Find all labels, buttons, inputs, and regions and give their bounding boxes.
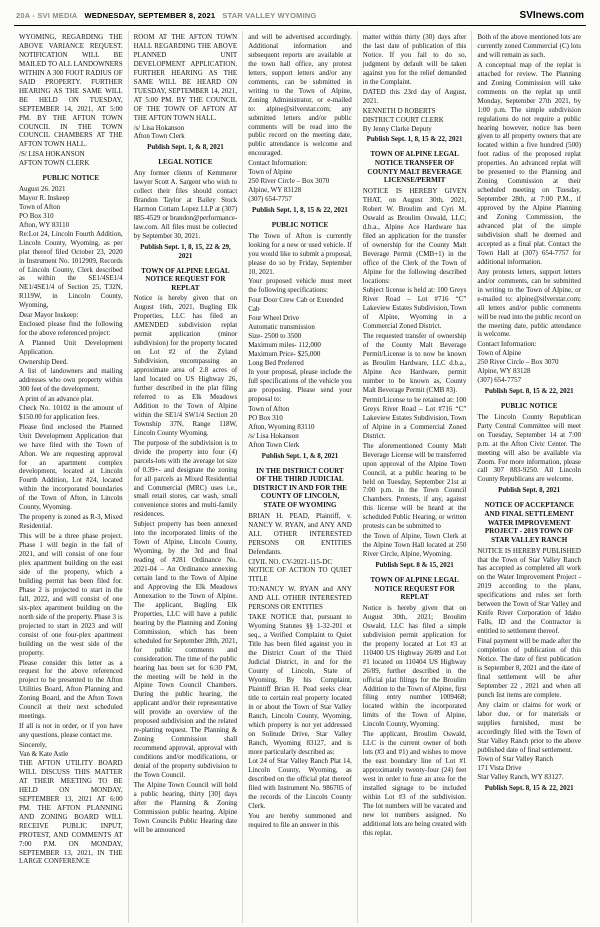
notice-line: DISTRICT COURT CLERK [362, 115, 444, 124]
publish-line: Publish Sept. 8 & 15, 2021 [375, 561, 454, 570]
notice-line: August 26. 2021 [19, 184, 66, 193]
notice-paragraph: Subject license is held at: 100 Greys River Road – Lot #716 “C” Lakeview Estates Subdivision, Town of Alpine, Wyoming in a Commercial Zoned District. [362, 286, 467, 331]
notice-paragraph: BRIAN H. PEAD, Plaintiff, v. NANCY W. RYAN, and ANY AND ALL OTHER INTERESTED PERSONS OR ENTITIES Defendants. [248, 511, 352, 556]
notice-line: PO Box 310 [19, 211, 54, 220]
notice-heading: PUBLIC NOTICE [271, 221, 329, 230]
notice-heading: PUBLIC NOTICE [42, 174, 100, 183]
notice-line: KENNETH D ROBERTS [362, 106, 436, 115]
notice-column-4 [357, 31, 472, 923]
issue-date: WEDNESDAY, SEPTEMBER 8, 2021 [84, 11, 216, 20]
notice-line: Size- 2500 to 3500 [248, 332, 302, 341]
notice-line: (307) 654-7757 [248, 195, 292, 204]
notice-line: AFTON TOWN CLERK [19, 159, 90, 168]
notice-line: Town of Star Valley Ranch [477, 755, 553, 764]
notice-paragraph: Any claim or claims for work or labor due, or for materials or supplies furnished, must be accordingly filed with the Town of Star Valley Ranch prior to the above published date of final settlement. [477, 700, 581, 754]
notice-line: 250 River Circle – Box 3070 [248, 177, 330, 186]
notice-paragraph: Final payment will be made after the completion of publication of this Notice. The date of first publication is September 8, 2021 and the date of final settlement will be after September 22 , 2021 and when all punch list items are complete. [477, 637, 581, 699]
notice-paragraph: The requested transfer of ownership of the County Malt Beverage Permit/License is to now be known as Broulim Hardware, LLC d.b.a., Alpine Ace Hardware, permit number to be known as, County Malt Beverage Permit (CMB #3). [362, 332, 467, 394]
notice-line: Star Valley Ranch, WY 83127. [477, 773, 564, 782]
notice-paragraph: If all is not in order, or if you have any questions, please contact me. [19, 722, 123, 740]
masthead-left [16, 11, 317, 20]
notice-line: Maximum Price- $25,000 [248, 350, 321, 359]
notice-line: Mayor R. Inskeep [19, 193, 70, 202]
publish-line: Publish Sept. 1, & 8, 2021 [261, 451, 339, 460]
notice-line: (307) 654-7757 [477, 376, 522, 385]
notice-paragraph: Any former clients of Kemmerer lawyer Scott A. Sargent who wish to collect their files should contact Brandon Taylor at Bailey Stock Harmon Cottam Lopez LLP at (307) 885-4529 or brandon@performance-law.com. All files must be collected by September 30, 2021. [133, 169, 238, 240]
notice-paragraph: Please consider this letter as a request for the above referenced project to be presented to the Afton Utilities Board, Afton Planning and Zoning Board, and the Afton Town Council at their next scheduled meetings. [19, 658, 123, 721]
notice-paragraph: You are hereby summoned and required to file an answer in this [248, 812, 352, 830]
notice-line: /s/ Lisa Hokanson [133, 123, 185, 132]
notice-line: /S/ LISA HOKANSON [19, 150, 85, 159]
notice-heading: NOTICE OF ACCEPTANCE AND FINAL SETTLEMENT WATER IMPROVEMENT PROJECT - 2019 TOWN OF STAR VALLEY RANCH [484, 501, 574, 544]
notice-line: /s/ Lisa Hokanson [248, 431, 299, 440]
notice-paragraph: TAKE NOTICE that, pursuant to Wyoming Statutes §§ 1-32-201 et seq., a Verified Complaint to Quiet Title has been filed against you in the District Court of the Third Judicial District, in and for the County of Lincoln, State of Wyoming. By his Complaint, Plaintiff Brian H. Pead seeks clear title to certain real property located in or about the Town of Star Valley Ranch, Lincoln County, Wyoming, which property is not yet addressed on Solitude Drive, Star Valley Ranch, Wyoming 83127, and is more particularly described as: [248, 613, 352, 756]
notice-paragraph: WYOMING, REGARDING THE ABOVE VARIANCE REQUEST. NOTIFICATION WILL BE MAILED TO ALL LANDOWNERS WITHIN A 300 FOOT RADIUS OF SAID PROPERTY. FURTHER HEARING AS THE SAME WILL BE HELD ON TUESDAY, SEPTEMBER 14, 2021, AT 5:00 PM. BY THE AFTON TOWN COUNCIL IN THE TOWN COUNCIL CHAMBERS AT THE AFTON TOWN HALL. [19, 33, 123, 149]
website-label: SVInews.com [519, 10, 584, 21]
publish-line: Publish Sept. 8, 15 & 22, 2021 [484, 784, 574, 793]
notice-line: Dear Mayor Inskeep: [19, 311, 79, 320]
notice-paragraph: A Planned Unit Development Application. [19, 339, 123, 357]
notice-paragraph: TO:NANCY W. RYAN and ANY AND ALL OTHER INTERESTED PERSONS OR ENTITIES [248, 585, 352, 612]
notice-heading: PUBLIC NOTICE [500, 402, 558, 411]
notice-column-2 [128, 31, 243, 923]
notice-paragraph: The Town of Afton is currently looking for a new or used vehicle. If you would like to submit a proposal, please do so by Friday, September 10, 2021. [248, 231, 352, 276]
notice-paragraph: The Alpine Town Council will hold a public hearing, thirty [30] days after the Planning & Zoning Commission public hearing. Alpine Town Councils Public Hearing date will be announced [133, 780, 238, 834]
notice-paragraph: DATED this 23rd day of August, 2021. [362, 87, 467, 105]
notice-line: Ownership Deed. [19, 358, 68, 367]
notice-paragraph: Notice is hereby given that on August 16th, 2021, Bugling Elk Properties, LLC has filed an AMENDED subdivision replat permit application (minor subdivision) for the property located on Lot #2 of the Zyland Subdivision, encompassing an approximate area of 2.8 acres of land located on US Highway 26, further described in the plat filing referred to as Elk Meadows Addition to the Town of Alpine within the SE1/4 SW1/4 Section 20 Township 37N, Range 118W, Lincoln County Wyoming. [133, 294, 238, 437]
notice-paragraph: Any protests letters, support letters and/or comments, can be submitted in writing to the Town of Alpine, or e-mailed to: alpine@silverstar.com; all letters and/or public comments will be read into the public record on the meeting date, public attendance is welcome. [477, 267, 581, 339]
notice-column-1 [14, 31, 128, 923]
notice-column-5 [471, 31, 586, 923]
notice-line: Long Bed Preferred [248, 359, 304, 368]
page-number-label: 20A - SVI MEDIA [16, 11, 78, 20]
notice-paragraph: Re:Lot 24, Lincoln Fourth Addition, Lincoln County, Wyoming, as per plat thereof filed October 23, 2020 in Instrument No. 1012909, Records of Lincoln County, Clerk described as within the SE1/4SE1/4 NE1/4SE1/4 of Section 25, T32N, R119W, in Lincoln County, Wyoming, [19, 229, 123, 310]
publish-line: Publish Sept. 1, 8, 15 & 22, 2021 [252, 206, 348, 215]
masthead-divider [14, 25, 586, 26]
notice-paragraph: The applicant, Broulim Oswald, LLC is the current owner of both lots (#3 and #1) and wishes to move the east boundary line of Lot #1 approximately twenty-four (24) feet west in order to fuse an area for the installed signage to be included within Lot #3 of the subdivision. The lot numbers will be vacated and new lot numbers assigned. No additional lots are being created with this replat. [362, 730, 467, 837]
notice-heading: TOWN OF ALPINE LEGAL NOTICE REQUEST FOR REPLAT [370, 576, 459, 602]
notice-paragraph: NOTICE IS HEREBY GIVEN THAT, on August 30th, 2021, Robert W. Broulim and Cyri M. Oswald as Broulim Oswald, LLC; d.b.a., Alpine Ace Hardware has filed an application for the transfer of ownership for the County Malt Beverage Permit (CMB+1) in the office of the Clerk of the Town of Alpine for the following described locations: [362, 187, 467, 285]
notice-paragraph: THE AFTON UTILITY BOARD WILL DISCUSS THIS MATTER AT THEIR MEETING TO BE HELD ON MONDAY, SEPTEMBER 13, 2021 AT 6:00 PM. THE AFTON PLANNING AND ZONING BOARD WILL RECEIVE PUBLIC INPUT, PROTEST, AND COMMENTS AT 7:00 P.M. ON MONDAY, SEPTEMBER 13, 2021, IN THE LARGE CONFERENCE [19, 758, 123, 866]
notice-line: Contact Information: [477, 340, 537, 349]
notice-line: Automatic transmission [248, 323, 315, 332]
notice-paragraph: A conceptual map of the replat is attached for review. The Planning and Zoning Commission will take comments on the replat up until Monday, September 27th 2021, by 1:00 p.m. The simple subdivision regulations do not require a public hearing however, notice has been given to all property owners that are located within a five hundred (500) foot radius of the proposed replat properties. An advanced replat will be presented to the Planning and Zoning Commission at their scheduled meeting on Tuesday, September 28th, at 7:00 P.M., if approved by the Alpine Planning and Zoning Commission, the advanced plat of the simple subdivision shall be deemed and accepted as a final plat. Contact the Town Hall at (307) 654-7757 for additional information. [477, 60, 581, 266]
publish-line: Publish Sept. 1, 8, 15, 22 & 29, 2021 [140, 242, 231, 260]
notice-line: Town of Alpine [248, 168, 293, 177]
notice-paragraph: Check No. 10102 in the amount of $150.00 for application fees. [19, 403, 123, 421]
notice-paragraph: and will be advertised accordingly. Additional information and subsequent reports are available at the town hall office, any protest letters, support letters and/or any comments, can be submitted in writing to the Town of Alpine, Zoning Administrator, or e-mailed to: alpine@silverstar.com; any submitted letters and/or public comments will be read into the public record on the meeting date, public attendance is welcome and encouraged. [248, 33, 352, 158]
notice-paragraph: the Town of Alpine, Town Clerk at the Alpine Town Hall located at 250 River Circle, Alpine, Wyoming. [362, 532, 467, 559]
notice-line: CIVIL NO. CV-2021-115-DC [248, 557, 332, 566]
notice-paragraph: This will be a three phase project. Phase 1 will begin in the fall of 2021, and will consist of one four plex apartment building on the east side of the property, which a building permit has been filed for. Phase 2 is projected to start in the fall, 2022, and will consist of one six-plex apartment building on the north side of the property. Phase 3 is projected to start in 2023 and will consist of one four-plex apartment building on the west side of the property. [19, 532, 123, 657]
region-label: STAR VALLEY WYOMING [222, 11, 317, 20]
publish-line: Publish Sept. 1, & 8, 2021 [147, 143, 224, 152]
notice-line: Town of Afton [248, 404, 290, 413]
notice-line: Afton Town Clerk [133, 132, 185, 141]
notice-line: Alpine, WY 83128 [477, 367, 531, 376]
notice-line: Afton Town Clerk [248, 440, 300, 449]
notice-heading: IN THE DISTRICT COURT OF THE THIRD JUDICIAL DISTRICT IN AND FOR THE COUNTY OF LINCOLN, STATE OF WYOMING [253, 466, 347, 510]
notice-paragraph: The purpose of the subdivision is to divide the property into four (4) parcels-lots with the average lot size of 0.39+- and designate the zoning for all parcels as Mixed Residential and Commercial (MRC) uses i.e., small retail stores, car wash, small convenience stores and multi-family residences. [133, 438, 238, 519]
notice-line: Town of Alpine [477, 349, 522, 358]
notice-paragraph: Notice is hereby given that on August 30th, 2021; Broulim Oswald, LLC has filed a simple subdivision permit application for the property located at Lot #3 at 110400 US Highway 26/89 and Lot #1 located on 110404 US Highway 26/89, further described in the official plat filings for the Broulim Addition to the Town of Alpine, first filing entry number 1009468; located within the incorporated limits of the Town of Alpine, Lincoln County, Wyoming. [362, 603, 467, 729]
notice-columns [14, 31, 586, 923]
notice-paragraph: NOTICE OF ACTION TO QUIET TITLE [248, 566, 352, 584]
notice-heading: TOWN OF ALPINE LEGAL NOTICE TRANSFER OF COUNTY MALT BEVERAGE LICENSE/PERMIT [367, 150, 462, 185]
publish-line: Publish Sept. 8, 2021 [498, 486, 561, 495]
notice-line: A print of an advance plat. [19, 394, 94, 403]
notice-column-3 [242, 31, 357, 923]
notice-paragraph: ROOM AT THE AFTON TOWN HALL REGARDING THE ABOVE PLANNED UNIT DEVELOPMENT APPLICATION. FURTHER HEARING AS THE SAME WILL BE HEARD ON TUESDAY, SEPTEMBER 14, 2021, AT 5:00 PM. BY THE COUNCIL OF THE TOWN OF AFTON AT THE AFTON TOWN HALL. [133, 33, 238, 122]
notice-paragraph: NOTICE IS HEREBY PUBLISHED that the Town of Star Valley Ranch has accepted as completed all work on the Water Improvement Project - 2019 according to the plans, specifications and rules set forth between the Town of Star Valley and Knife River Corporation of Idaho Falls, ID and the Contractor is entitled to settlement thereof. [477, 546, 581, 636]
notice-line: Sincerely, [19, 741, 47, 750]
notice-line: 171 Vista Drive [477, 764, 522, 773]
notice-paragraph: The aforementioned County Malt Beverage License will be transferred upon approval of the Alpine Town Council, at a public hearing to be held on Tuesday, September 21st at 7:00 p.m. in the Town Council Chambers. Protests, if any, against this license will be heard at the scheduled Public Hearing, or written protests can be submitted to [362, 441, 467, 531]
notice-paragraph: A list of landowners and mailing addresses who own property within 300 feet of the development. [19, 367, 123, 393]
notice-line: Alpine, WY 83128 [248, 186, 302, 195]
notice-paragraph: The Lincoln County Republican Party Central Committee will meet on Tuesday, September 14 at 7:00 p.m. at the Afton Civic Center. The meeting will also be available via Zoom. For more information, please call 307 883-9250. All Lincoln County Republicans are welcome. [477, 412, 581, 484]
notice-paragraph: Please find enclosed the Planned Unit Development Application that we have filed with the Town of Afton. We are requesting approval for an apartment complex development, located at Lincoln Fourth Addition, Lot #24, located within the incorporated boundaries of the Town of Afton, in Lincoln County, Wyoming. [19, 422, 123, 512]
notice-line: PO Box 310 [248, 413, 283, 422]
notice-line: Four Door Crew Cab or Extended Cab [248, 296, 344, 314]
notice-heading: TOWN OF ALPINE LEGAL NOTICE REQUEST FOR REPLAT [141, 266, 230, 292]
notice-line: Afton, WY 83110 [19, 220, 70, 229]
publish-line: Publish Sept. 1, 8, 15 & 22, 2021 [366, 135, 463, 144]
notice-paragraph: The property is zoned as R-3, Mixed Residential. [19, 513, 123, 531]
notice-line: Maximum miles- 112,000 [248, 341, 321, 350]
notice-line: 250 River Circle – Box 3070 [477, 358, 559, 367]
notice-line: Contact Information: [248, 159, 308, 168]
notice-line: Van & Kate Astle [19, 750, 69, 759]
notice-paragraph: In your proposal, please include the full specifications of the vehicle you are proposing. Please send your proposal to: [248, 368, 352, 403]
notice-heading: LEGAL NOTICE [158, 158, 213, 167]
publish-line: Publish Sept. 8, 15 & 22, 2021 [484, 387, 574, 396]
notice-line: Four Wheel Drive [248, 314, 299, 323]
notice-line: Town of Afton [19, 202, 61, 211]
notice-paragraph: Your proposed vehicle must meet the following specifications: [248, 277, 352, 295]
notice-paragraph: Permit/License to be retained at: 100 Greys River Road – Lot #716 “C” Lakeview Estates Subdivision, Town of Alpine in a Commercial Zoned District. [362, 395, 467, 440]
notice-line: By Jenny Clarke Deputy [362, 124, 432, 133]
notice-paragraph: Both of the above mentioned lots are currently zoned Commercial (C) lots and will remain as such. [477, 33, 581, 59]
notice-line: Afton, Wyoming 83110 [248, 422, 315, 431]
notice-paragraph: matter within thirty (30) days after the last date of publication of this Notice. If you fail to do so, judgment by default will be taken against you for the relief demanded in the Complaint. [362, 33, 467, 86]
notice-paragraph: Enclosed please find the following for the above referenced project: [19, 320, 123, 338]
notice-paragraph: Subject property has been annexed into the incorporated limits of the Town of Alpine, Lincoln County, Wyoming, by the 3rd and final reading of #281 Ordinance No. 2021-04 – An Ordinance annexing certain land to the Town of Alpine and Approving the Elk Meadows Annexation to the Town of Alpine. The applicant, Bugling Elk Properties, LLC will have a public hearing by the Planning and Zoning Commission, which has been scheduled for September 28th, 2021, for public comments and consideration. The time of the public hearing has been set for 6:30 PM, the meeting will be held in the Alpine Town Council Chambers. During the public hearing, the applicant and/or their representative will provide an overview of the proposed subdivision and the related re-platting request. The Planning & Zoning Commission shall recommend approval, approval with conditions and/or modifications, or denial of the property subdivision to the Town Council. [133, 520, 238, 779]
notice-paragraph: Lot 24 of Star Valley Ranch Plat 14, Lincoln County, Wyoming, as described on the official plat thereof filed with Instrument No. 986705 of the records of the Lincoln County Clerk. [248, 757, 352, 811]
masthead [14, 8, 586, 25]
